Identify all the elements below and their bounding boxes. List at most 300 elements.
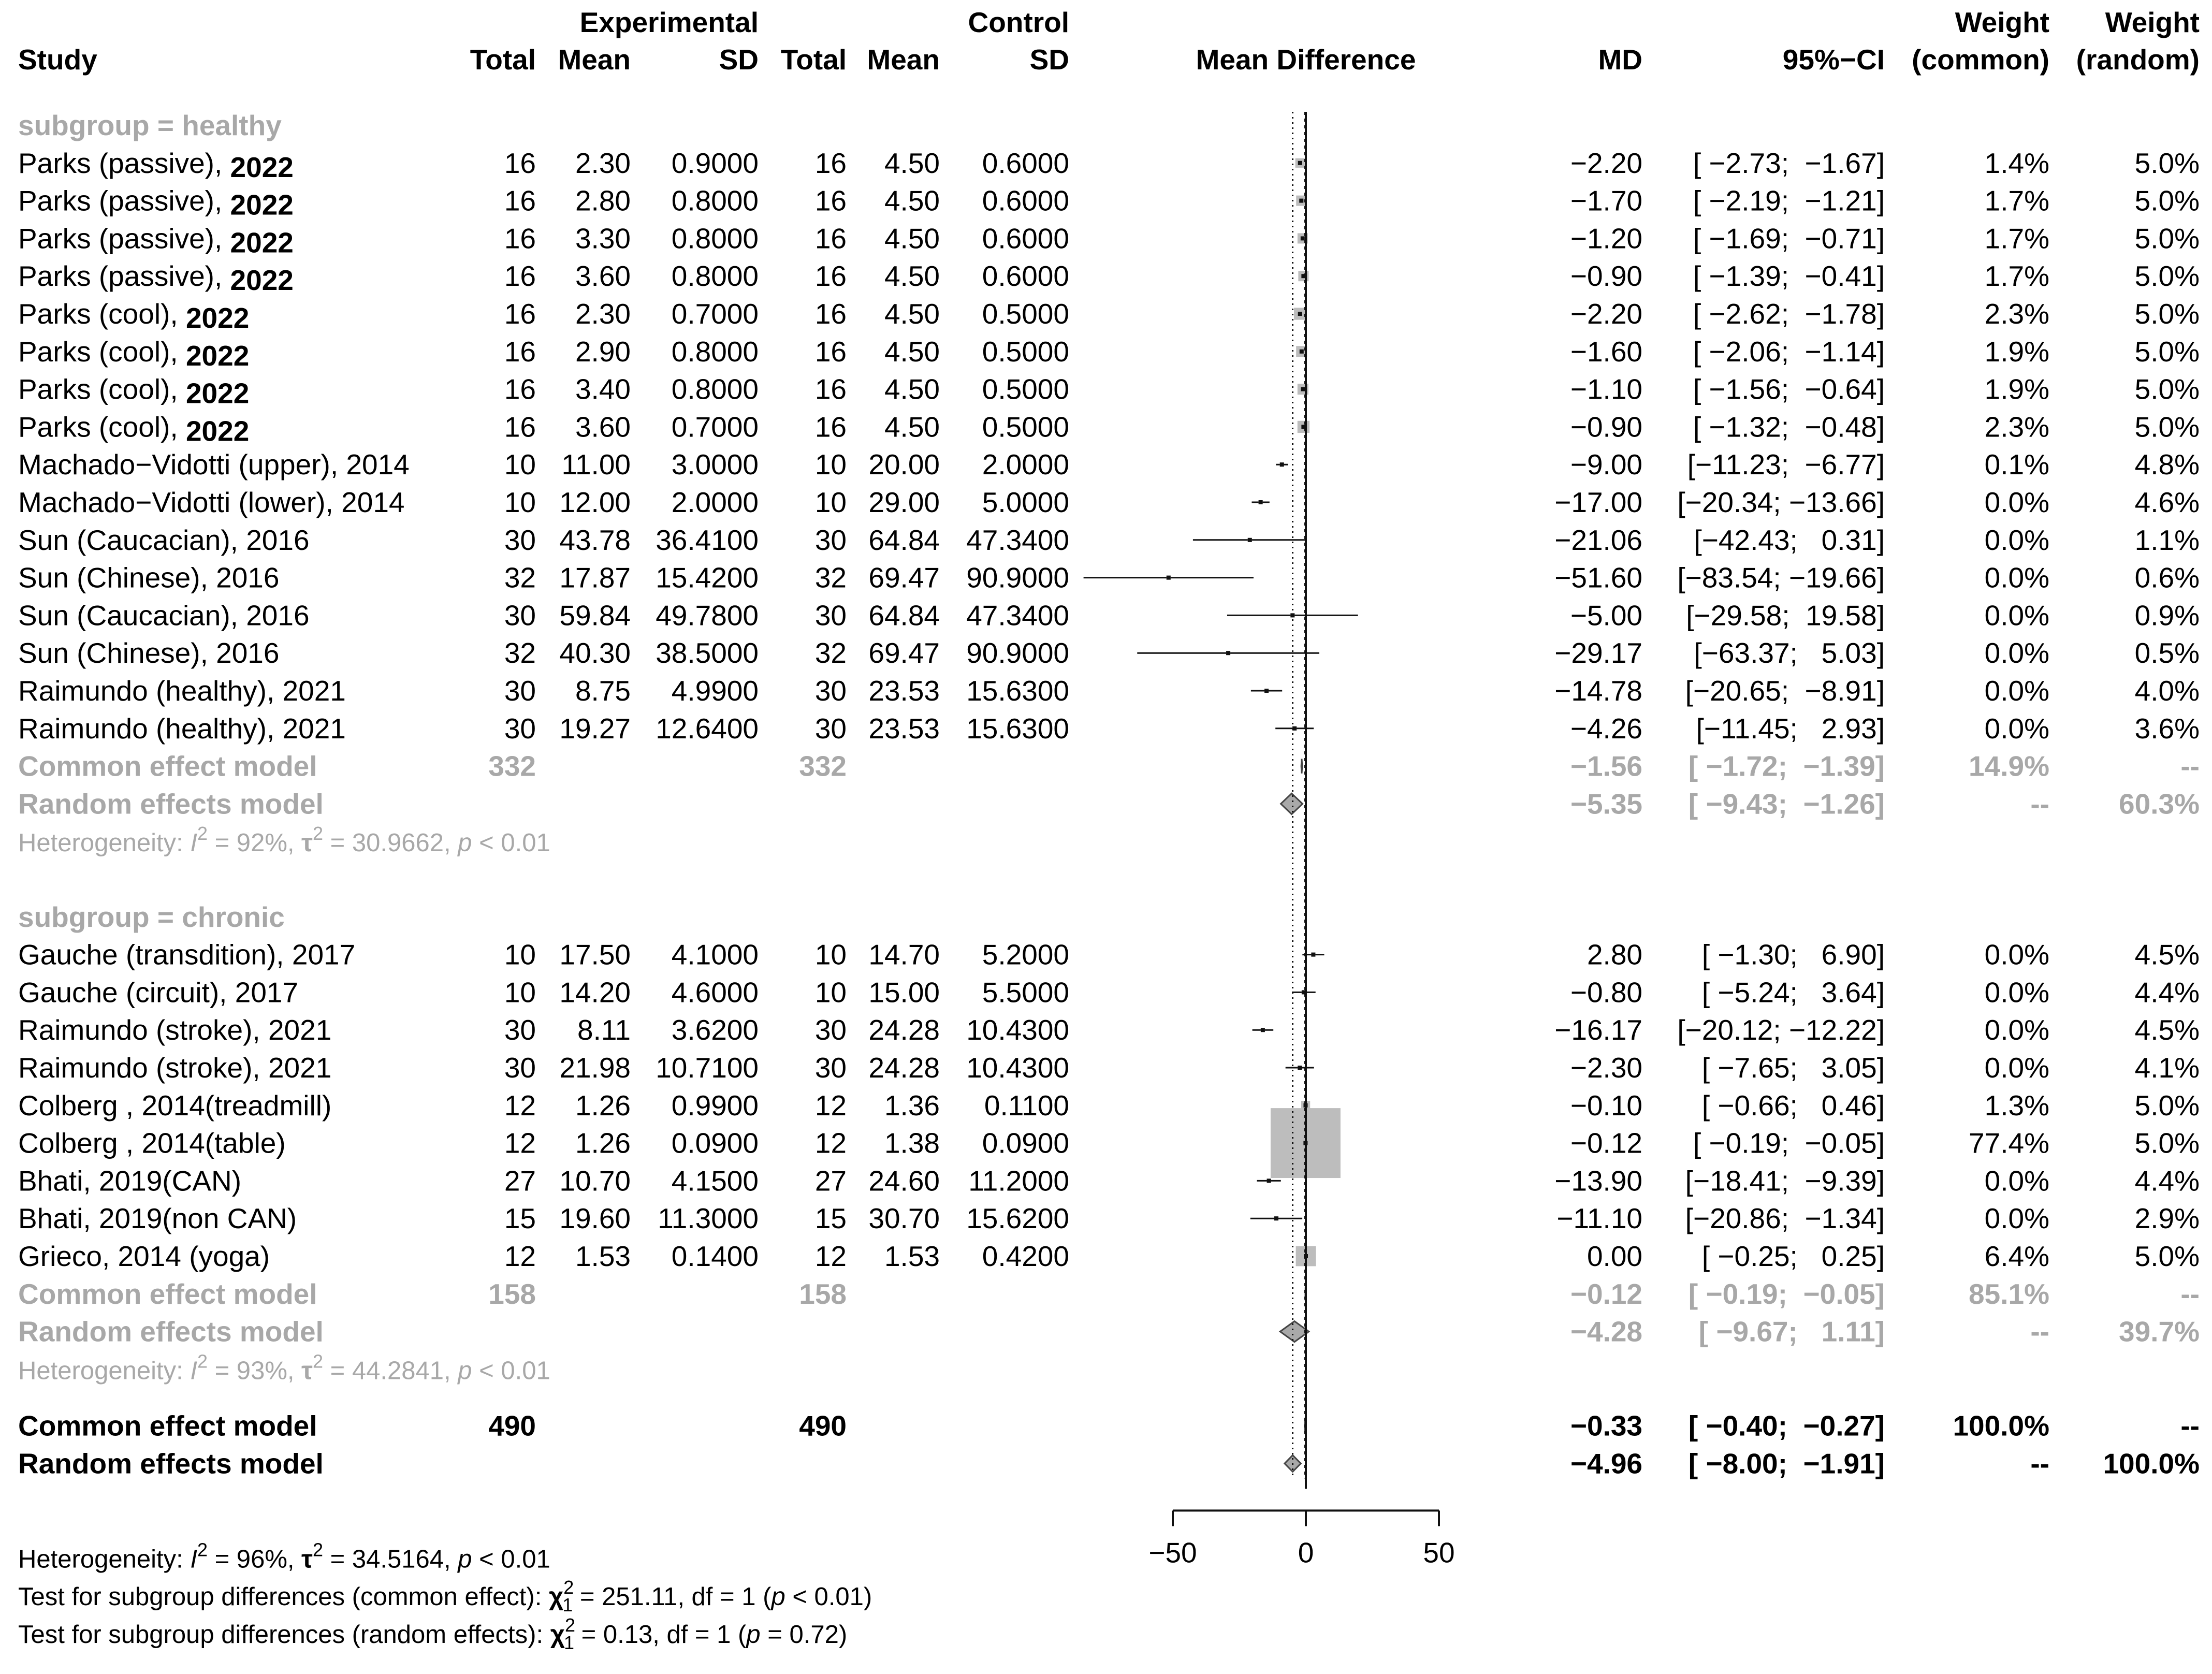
c-sd: 5.2000 — [982, 938, 1069, 971]
e-mean: 1.26 — [575, 1089, 631, 1122]
study-label: Parks (cool), 2022 — [18, 335, 250, 372]
study-label: Parks (cool), 2022 — [18, 411, 250, 447]
e-mean: 10.70 — [559, 1164, 631, 1197]
study-box-center — [1298, 1066, 1302, 1070]
weight-common: 2.3% — [1984, 298, 2049, 330]
md-value: −0.12 — [1570, 1127, 1642, 1159]
md-value: −0.80 — [1570, 976, 1642, 1009]
header-c-total: Total — [780, 43, 847, 76]
weight-random: 0.5% — [2134, 637, 2200, 669]
c-sd: 47.3400 — [966, 523, 1069, 556]
overall-random-w-random: 100.0% — [2103, 1447, 2200, 1480]
c-mean: 29.00 — [868, 486, 940, 518]
e-total: 15 — [504, 1202, 536, 1235]
common-c-total: 332 — [799, 750, 847, 782]
weight-random: 5.0% — [2134, 222, 2200, 255]
overall-common-w-common: 100.0% — [1953, 1409, 2049, 1442]
study-label: Parks (cool), 2022 — [18, 298, 250, 334]
weight-random: 5.0% — [2134, 1089, 2200, 1122]
weight-random: 5.0% — [2134, 147, 2200, 179]
random-md: −4.28 — [1570, 1315, 1642, 1348]
random-effects-label: Random effects model — [18, 1315, 324, 1348]
c-total: 12 — [814, 1240, 847, 1272]
subgroup-heterogeneity: Heterogeneity: $I^2 = 92\%$, $\tau^2 = 30.9662$, p < 0.01 — [18, 823, 550, 857]
c-mean: 24.60 — [868, 1164, 940, 1197]
c-mean: 4.50 — [884, 298, 940, 330]
weight-random: 4.0% — [2134, 675, 2200, 707]
random-w-random: 39.7% — [2119, 1315, 2200, 1348]
ci-value: [−20.65; −8.91] — [1685, 675, 1885, 707]
common-ci: [ −0.19; −0.05] — [1688, 1277, 1885, 1310]
e-sd: 0.1400 — [671, 1240, 759, 1272]
weight-common: 0.0% — [1984, 637, 2049, 669]
common-c-total: 158 — [799, 1277, 847, 1310]
md-value: −0.90 — [1570, 260, 1642, 293]
study-box-center — [1280, 462, 1284, 467]
header-study: Study — [18, 43, 97, 76]
e-mean: 3.30 — [575, 222, 631, 255]
e-sd: 0.8000 — [671, 260, 759, 293]
common-md: −1.56 — [1570, 750, 1642, 782]
c-mean: 14.70 — [868, 938, 940, 971]
weight-random: 5.0% — [2134, 373, 2200, 405]
study-box-center — [1301, 236, 1305, 240]
e-mean: 3.40 — [575, 373, 631, 405]
overall-random-w-common: -- — [2030, 1447, 2049, 1480]
x-axis-tick-label: −50 — [1148, 1536, 1197, 1569]
e-sd: 3.0000 — [671, 448, 759, 481]
e-total: 32 — [504, 561, 536, 594]
e-mean: 43.78 — [559, 523, 631, 556]
study-label: Raimundo (healthy), 2021 — [18, 675, 346, 707]
random-w-random: 60.3% — [2119, 788, 2200, 820]
ci-value: [−20.12; −12.22] — [1677, 1014, 1885, 1046]
e-total: 16 — [504, 411, 536, 443]
c-mean: 15.00 — [868, 976, 940, 1009]
e-mean: 19.27 — [559, 712, 631, 745]
weight-random: 5.0% — [2134, 335, 2200, 368]
study-box-center — [1259, 500, 1263, 504]
overall-common-label: Common effect model — [18, 1409, 317, 1442]
study-box-center — [1298, 161, 1302, 165]
weight-common: 0.0% — [1984, 938, 2049, 971]
c-total: 16 — [814, 298, 847, 330]
study-label: Sun (Caucacian), 2016 — [18, 523, 310, 556]
study-box-center — [1311, 953, 1315, 957]
e-sd: 12.6400 — [656, 712, 759, 745]
e-sd: 11.3000 — [658, 1202, 759, 1235]
c-total: 16 — [814, 260, 847, 293]
c-sd: 0.5000 — [982, 411, 1069, 443]
md-value: −16.17 — [1554, 1014, 1642, 1046]
c-sd: 2.0000 — [982, 448, 1069, 481]
c-sd: 0.4200 — [982, 1240, 1069, 1272]
common-w-random: -- — [2180, 1277, 2200, 1310]
e-mean: 2.80 — [575, 184, 631, 217]
x-axis-tick-label: 0 — [1298, 1536, 1314, 1569]
weight-common: 77.4% — [1969, 1127, 2049, 1159]
ci-value: [ −7.65; 3.05] — [1701, 1052, 1885, 1084]
ci-value: [ −0.66; 0.46] — [1701, 1089, 1885, 1122]
c-mean: 4.50 — [884, 222, 940, 255]
e-total: 10 — [504, 938, 536, 971]
common-w-common: 14.9% — [1969, 750, 2049, 782]
overall-common-c-total: 490 — [799, 1409, 847, 1442]
e-mean: 8.75 — [575, 675, 631, 707]
ci-value: [ −2.73; −1.67] — [1693, 147, 1885, 179]
study-box-center — [1261, 1028, 1265, 1032]
md-value: −21.06 — [1554, 523, 1642, 556]
e-mean: 59.84 — [559, 599, 631, 632]
header-mean-difference: Mean Difference — [1196, 43, 1416, 76]
study-box-center — [1274, 1216, 1278, 1220]
study-label: Sun (Caucacian), 2016 — [18, 599, 310, 632]
c-sd: 5.5000 — [982, 976, 1069, 1009]
c-mean: 4.50 — [884, 411, 940, 443]
study-box-center — [1248, 538, 1252, 542]
e-sd: 15.4200 — [656, 561, 759, 594]
c-sd: 0.5000 — [982, 335, 1069, 368]
e-mean: 11.00 — [561, 448, 631, 481]
weight-common: 6.4% — [1984, 1240, 2049, 1272]
c-sd: 0.6000 — [982, 222, 1069, 255]
e-total: 10 — [504, 448, 536, 481]
study-label: Machado−Vidotti (upper), 2014 — [18, 448, 410, 481]
e-mean: 1.26 — [575, 1127, 631, 1159]
c-total: 30 — [814, 675, 847, 707]
random-ci: [ −9.67; 1.11] — [1698, 1315, 1885, 1348]
c-mean: 64.84 — [868, 599, 940, 632]
e-mean: 3.60 — [575, 260, 631, 293]
c-mean: 1.53 — [884, 1240, 940, 1272]
e-total: 30 — [504, 599, 536, 632]
md-value: −13.90 — [1554, 1164, 1642, 1197]
c-mean: 23.53 — [868, 675, 940, 707]
md-value: −11.10 — [1556, 1202, 1642, 1235]
e-sd: 4.1500 — [671, 1164, 759, 1197]
weight-common: 0.0% — [1984, 976, 2049, 1009]
header-experimental: Experimental — [579, 6, 759, 38]
c-total: 12 — [814, 1089, 847, 1122]
weight-random: 2.9% — [2134, 1202, 2200, 1235]
md-value: 0.00 — [1587, 1240, 1642, 1272]
e-total: 16 — [504, 147, 536, 179]
e-sd: 3.6200 — [671, 1014, 759, 1046]
md-value: −1.20 — [1570, 222, 1642, 255]
e-total: 30 — [504, 523, 536, 556]
c-sd: 5.0000 — [982, 486, 1069, 518]
ci-value: [ −0.19; −0.05] — [1693, 1127, 1885, 1159]
c-total: 10 — [814, 448, 847, 481]
c-sd: 0.5000 — [982, 373, 1069, 405]
e-sd: 2.0000 — [671, 486, 759, 518]
e-mean: 8.11 — [577, 1014, 631, 1046]
e-mean: 17.50 — [559, 938, 631, 971]
c-mean: 4.50 — [884, 184, 940, 217]
ci-value: [−11.45; 2.93] — [1696, 712, 1885, 745]
md-value: −2.30 — [1570, 1052, 1642, 1084]
e-sd: 38.5000 — [656, 637, 759, 669]
study-box-center — [1226, 651, 1230, 655]
study-label: Gauche (transdition), 2017 — [18, 938, 356, 971]
e-total: 27 — [504, 1164, 536, 1197]
header-c-sd: SD — [1029, 43, 1069, 76]
header-e-total: Total — [470, 43, 536, 76]
c-total: 30 — [814, 1052, 847, 1084]
c-total: 15 — [814, 1202, 847, 1235]
random-effects-label: Random effects model — [18, 788, 324, 820]
ci-value: [−20.34; −13.66] — [1677, 486, 1885, 518]
md-value: −4.26 — [1570, 712, 1642, 745]
c-mean: 4.50 — [884, 260, 940, 293]
md-value: −1.60 — [1570, 335, 1642, 368]
ci-value: [−29.58; 19.58] — [1686, 599, 1885, 632]
ci-value: [ −2.19; −1.21] — [1693, 184, 1885, 217]
c-sd: 47.3400 — [966, 599, 1069, 632]
e-sd: 49.7800 — [656, 599, 759, 632]
e-mean: 3.60 — [575, 411, 631, 443]
study-label: Parks (passive), 2022 — [18, 184, 294, 221]
md-value: −17.00 — [1554, 486, 1642, 518]
weight-common: 0.0% — [1984, 523, 2049, 556]
e-total: 16 — [504, 260, 536, 293]
weight-random: 5.0% — [2134, 260, 2200, 293]
study-label: Sun (Chinese), 2016 — [18, 637, 280, 669]
subgroup-test-random: Test for subgroup differences (random effects): $\chi^2$ 1 = 0.13, df = 1 (p = 0.72) — [18, 1614, 848, 1653]
c-mean: 69.47 — [868, 561, 940, 594]
c-sd: 90.9000 — [966, 637, 1069, 669]
e-sd: 4.6000 — [671, 976, 759, 1009]
c-mean: 30.70 — [868, 1202, 940, 1235]
overall-common-w-random: -- — [2180, 1409, 2200, 1442]
weight-random: 4.4% — [2134, 1164, 2200, 1197]
common-effect-label: Common effect model — [18, 1277, 317, 1310]
c-mean: 1.38 — [884, 1127, 940, 1159]
c-total: 16 — [814, 411, 847, 443]
common-w-common: 85.1% — [1969, 1277, 2049, 1310]
weight-common: 2.3% — [1984, 411, 2049, 443]
ci-value: [ −2.62; −1.78] — [1693, 298, 1885, 330]
weight-random: 4.8% — [2134, 448, 2200, 481]
ci-value: [ −0.25; 0.25] — [1701, 1240, 1885, 1272]
random-md: −5.35 — [1570, 788, 1642, 820]
weight-common: 1.7% — [1984, 222, 2049, 255]
random-ci: [ −9.43; −1.26] — [1688, 788, 1885, 820]
e-mean: 2.30 — [575, 298, 631, 330]
study-label: Raimundo (stroke), 2021 — [18, 1014, 332, 1046]
c-total: 30 — [814, 599, 847, 632]
c-total: 30 — [814, 712, 847, 745]
e-mean: 2.90 — [575, 335, 631, 368]
weight-common: 0.0% — [1984, 1164, 2049, 1197]
c-sd: 15.6200 — [966, 1202, 1069, 1235]
header-e-sd: SD — [719, 43, 759, 76]
md-value: −9.00 — [1570, 448, 1642, 481]
subgroup-label: subgroup = chronic — [18, 900, 285, 933]
c-sd: 0.6000 — [982, 184, 1069, 217]
ci-value: [−18.41; −9.39] — [1685, 1164, 1885, 1197]
forest-rows — [18, 109, 2200, 1653]
e-sd: 4.9900 — [671, 675, 759, 707]
subgroup-test-common: Test for subgroup differences (common effect): $\chi^2$ 1 = 251.11, df = 1 (p < 0.01) — [18, 1577, 872, 1616]
subgroup-heterogeneity: Heterogeneity: $I^2 = 93\%$, $\tau^2 = 44.2841$, p < 0.01 — [18, 1350, 550, 1385]
e-mean: 12.00 — [559, 486, 631, 518]
e-total: 16 — [504, 373, 536, 405]
e-total: 32 — [504, 637, 536, 669]
c-sd: 15.6300 — [966, 712, 1069, 745]
c-mean: 69.47 — [868, 637, 940, 669]
e-total: 12 — [504, 1127, 536, 1159]
header-c-mean: Mean — [867, 43, 940, 76]
c-sd: 15.6300 — [966, 675, 1069, 707]
weight-common: 0.0% — [1984, 486, 2049, 518]
weight-common: 0.0% — [1984, 599, 2049, 632]
weight-common: 0.0% — [1984, 1202, 2049, 1235]
weight-random: 5.0% — [2134, 184, 2200, 217]
c-sd: 11.2000 — [968, 1164, 1069, 1197]
header-ci: 95%−CI — [1782, 43, 1885, 76]
c-mean: 4.50 — [884, 335, 940, 368]
weight-random: 4.4% — [2134, 976, 2200, 1009]
c-sd: 10.4300 — [966, 1052, 1069, 1084]
ci-value: [ −1.56; −0.64] — [1693, 373, 1885, 405]
md-value: −2.20 — [1570, 147, 1642, 179]
weight-random: 3.6% — [2134, 712, 2200, 745]
header-weight-common: Weight — [1955, 6, 2049, 38]
e-sd: 10.7100 — [656, 1052, 759, 1084]
e-sd: 0.7000 — [671, 298, 759, 330]
common-ci: [ −1.72; −1.39] — [1688, 750, 1885, 782]
md-value: −29.17 — [1554, 637, 1642, 669]
study-label: Parks (passive), 2022 — [18, 222, 294, 259]
e-sd: 0.7000 — [671, 411, 759, 443]
md-value: −2.20 — [1570, 298, 1642, 330]
e-total: 12 — [504, 1240, 536, 1272]
c-total: 16 — [814, 335, 847, 368]
study-label: Machado−Vidotti (lower), 2014 — [18, 486, 405, 518]
ci-value: [−42.43; 0.31] — [1694, 523, 1885, 556]
e-total: 16 — [504, 335, 536, 368]
e-total: 10 — [504, 486, 536, 518]
c-total: 16 — [814, 184, 847, 217]
c-mean: 24.28 — [868, 1052, 940, 1084]
e-mean: 2.30 — [575, 147, 631, 179]
ci-value: [ −1.30; 6.90] — [1701, 938, 1885, 971]
study-box-center — [1298, 312, 1302, 316]
header-e-mean: Mean — [558, 43, 631, 76]
weight-random: 5.0% — [2134, 1127, 2200, 1159]
weight-random: 0.6% — [2134, 561, 2200, 594]
weight-random: 4.5% — [2134, 1014, 2200, 1046]
c-mean: 64.84 — [868, 523, 940, 556]
weight-common: 1.9% — [1984, 373, 2049, 405]
overall-random-ci: [ −8.00; −1.91] — [1688, 1447, 1885, 1480]
overall-common-ci: [ −0.40; −0.27] — [1688, 1409, 1885, 1442]
study-label: Bhati, 2019(non CAN) — [18, 1202, 297, 1235]
ci-value: [ −1.32; −0.48] — [1693, 411, 1885, 443]
study-label: Grieco, 2014 (yoga) — [18, 1240, 270, 1272]
study-box-center — [1264, 689, 1269, 693]
md-value: −0.90 — [1570, 411, 1642, 443]
ci-value: [ −1.69; −0.71] — [1693, 222, 1885, 255]
study-label: Colberg , 2014(treadmill) — [18, 1089, 332, 1122]
c-total: 32 — [814, 561, 847, 594]
c-total: 16 — [814, 373, 847, 405]
common-md: −0.12 — [1570, 1277, 1642, 1310]
overall-common-e-total: 490 — [488, 1409, 536, 1442]
common-w-random: -- — [2180, 750, 2200, 782]
c-mean: 4.50 — [884, 147, 940, 179]
study-box-center — [1300, 350, 1304, 354]
c-mean: 20.00 — [868, 448, 940, 481]
c-total: 10 — [814, 486, 847, 518]
md-value: −51.60 — [1554, 561, 1642, 594]
random-w-common: -- — [2030, 788, 2049, 820]
e-mean: 40.30 — [559, 637, 631, 669]
c-total: 27 — [814, 1164, 847, 1197]
e-total: 16 — [504, 222, 536, 255]
e-total: 12 — [504, 1089, 536, 1122]
e-sd: 0.9000 — [671, 147, 759, 179]
md-value: −14.78 — [1554, 675, 1642, 707]
e-total: 16 — [504, 298, 536, 330]
c-sd: 0.0900 — [982, 1127, 1069, 1159]
md-value: −1.10 — [1570, 373, 1642, 405]
e-total: 30 — [504, 1014, 536, 1046]
e-total: 10 — [504, 976, 536, 1009]
weight-random: 4.5% — [2134, 938, 2200, 971]
weight-common: 1.7% — [1984, 260, 2049, 293]
e-total: 16 — [504, 184, 536, 217]
weight-random: 5.0% — [2134, 298, 2200, 330]
weight-random: 5.0% — [2134, 411, 2200, 443]
random-w-common: -- — [2030, 1315, 2049, 1348]
weight-common: 0.0% — [1984, 561, 2049, 594]
overall-random-label: Random effects model — [18, 1447, 324, 1480]
c-sd: 0.1100 — [984, 1089, 1069, 1122]
study-label: Sun (Chinese), 2016 — [18, 561, 280, 594]
overall-random-md: −4.96 — [1570, 1447, 1642, 1480]
c-sd: 0.6000 — [982, 260, 1069, 293]
c-total: 12 — [814, 1127, 847, 1159]
ci-value: [ −1.39; −0.41] — [1693, 260, 1885, 293]
c-total: 32 — [814, 637, 847, 669]
ci-value: [−20.86; −1.34] — [1685, 1202, 1885, 1235]
c-total: 30 — [814, 523, 847, 556]
e-sd: 0.8000 — [671, 222, 759, 255]
header-control: Control — [968, 6, 1069, 38]
overall-heterogeneity: Heterogeneity: $I^2 = 96\%$, $\tau^2 = 34.5164$, p < 0.01 — [18, 1539, 550, 1574]
md-value: −1.70 — [1570, 184, 1642, 217]
e-total: 30 — [504, 1052, 536, 1084]
study-box-center — [1299, 199, 1303, 203]
weight-random: 4.1% — [2134, 1052, 2200, 1084]
header-weight-random-label: (random) — [2076, 43, 2200, 76]
ci-value: [−63.37; 5.03] — [1694, 637, 1885, 669]
subgroup-label: subgroup = healthy — [18, 109, 282, 141]
c-sd: 10.4300 — [966, 1014, 1069, 1046]
e-total: 30 — [504, 675, 536, 707]
c-mean: 23.53 — [868, 712, 940, 745]
e-mean: 17.87 — [559, 561, 631, 594]
study-label: Gauche (circuit), 2017 — [18, 976, 299, 1009]
ci-value: [−11.23; −6.77] — [1687, 448, 1885, 481]
study-box-center — [1167, 576, 1171, 580]
e-sd: 4.1000 — [671, 938, 759, 971]
x-axis-tick-label: 50 — [1423, 1536, 1455, 1569]
c-mean: 4.50 — [884, 373, 940, 405]
e-sd: 0.0900 — [671, 1127, 759, 1159]
